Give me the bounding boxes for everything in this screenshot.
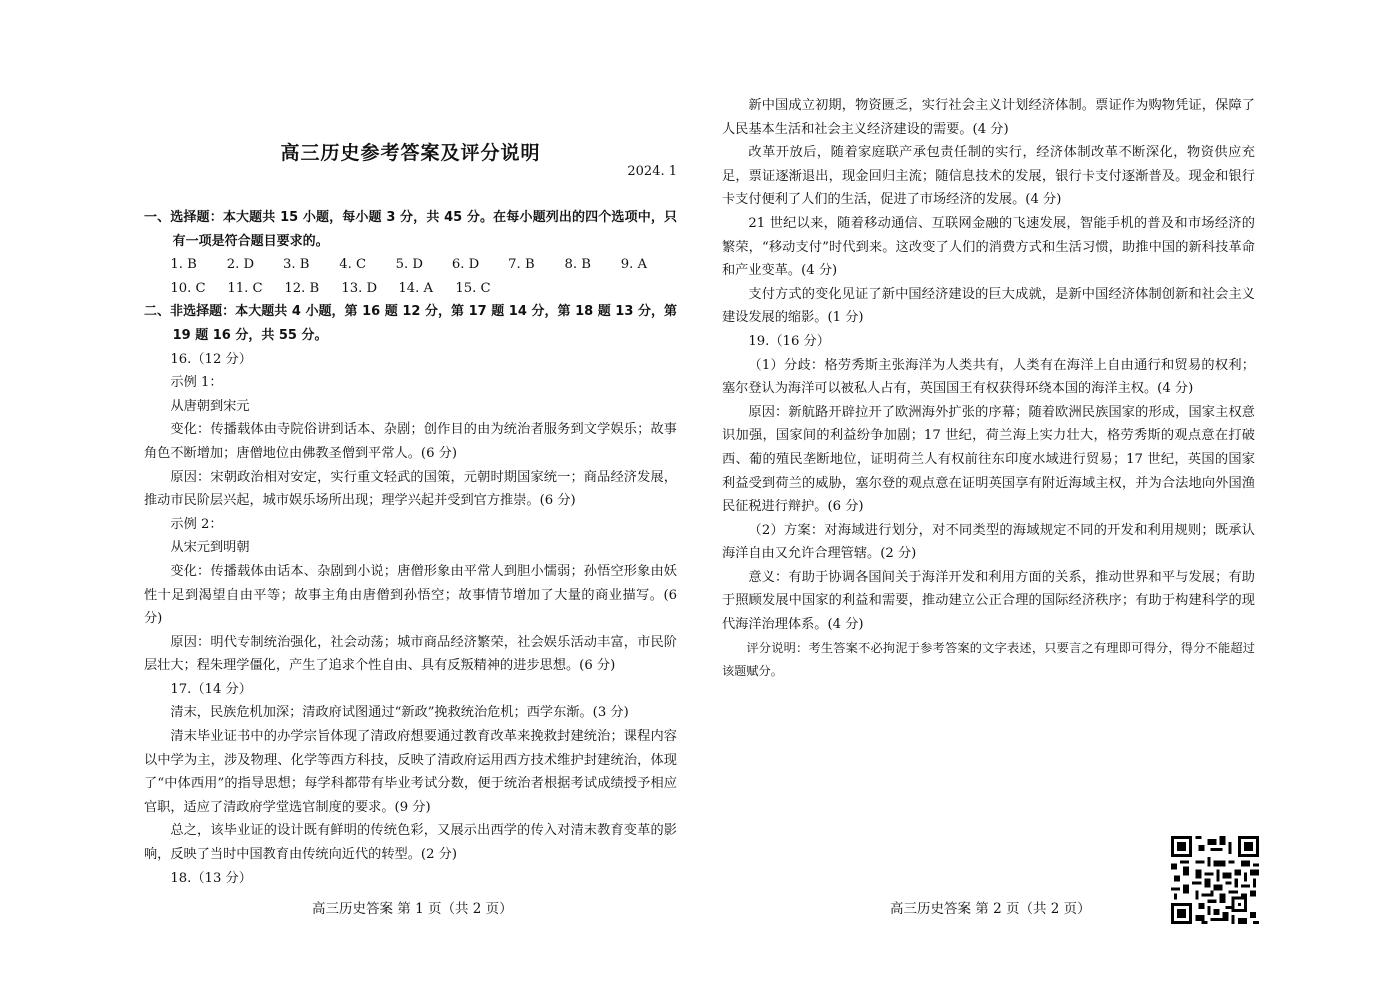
section1-heading: 一、选择题：本大题共 15 小题，每小题 3 分，共 45 分。在每小题列出的四个选项中，只有一项是符合题目要求的。 xyxy=(144,210,677,249)
q18-part-3: 21 世纪以来，随着移动通信、互联网金融的飞速发展，智能手机的普及和市场经济的繁荣，“移动支付”时代到来。这改变了人们的消费方式和生活习惯，助推中国的新科技革命和产业变革。(4 分) xyxy=(722,215,1255,279)
q17-summary: 总之，该毕业证的设计既有鲜明的传统色彩，又展示出西学的传入对清末教育变革的影响，反映了当时中国教育由传统向近代的转型。(2 分) xyxy=(144,823,677,863)
answer-3: 3. B xyxy=(282,257,310,273)
answers-row-1 xyxy=(144,253,677,277)
q19-significance: 意义：有助于协调各国间关于海洋开发和利用方面的关系，推动世界和平与发展；有助于照顾发展中国家的利益和需要，推动建立公正合理的国际经济秩序；有助于构建科学的现代海洋治理体系。(4 分) xyxy=(722,569,1255,633)
answers-row-2 xyxy=(144,277,677,301)
answer-10: 10. C xyxy=(170,280,206,296)
example-2-reason: 原因：明代专制统治强化，社会动荡；城市商品经济繁荣，社会娱乐活动丰富，市民阶层壮大；程朱理学僵化，产生了追求个性自由、具有反叛精神的进步思想。(6 分) xyxy=(144,634,677,674)
q19-divergence: （1）分歧：格劳秀斯主张海洋为人类共有，人类有在海洋上自由通行和贸易的权利；塞尔登认为海洋可以被私人占有，英国国王有权获得环绕本国的海洋主权。(4 分) xyxy=(722,357,1255,397)
q18-part-2: 改革开放后，随着家庭联产承包责任制的实行，经济体制改革不断深化，物资供应充足，票证逐渐退出，现金回归主流；随信息技术的发展，银行卡支付逐渐普及。现金和银行卡支付便利了人们的生活，促进了市场经济的发展。(4 分) xyxy=(722,145,1255,208)
example-1-reason: 原因：宋朝政治相对安定，实行重文轻武的国策，元朝时期国家统一；商品经济发展，推动市民阶层兴起，城市娱乐场所出现；理学兴起并受到官方推崇。(6 分) xyxy=(144,469,677,509)
grading-note: 评分说明：考生答案不必拘泥于参考答案的文字表述，只要言之有理即可得分，得分不能超过该题赋分。 xyxy=(722,640,1255,679)
answer-5: 5. D xyxy=(395,257,423,273)
answer-9: 9. A xyxy=(620,257,648,273)
answer-2: 2. D xyxy=(226,257,255,273)
q19-plan: （2）方案：对海域进行划分，对不同类型的海域规定不同的开发和利用规则；既承认海洋自由又允许合理管辖。(2 分) xyxy=(722,522,1255,562)
example-2-period: 从宋元到明朝 xyxy=(170,540,250,556)
q18-conclusion: 支付方式的变化见证了新中国经济建设的巨大成就，是新中国经济体制创新和社会主义建设发展的缩影。(1 分) xyxy=(722,286,1255,326)
qr-code-icon xyxy=(1171,836,1259,924)
example-1-label: 示例 1： xyxy=(170,375,223,391)
answer-13: 13. D xyxy=(341,280,378,296)
answer-12: 12. B xyxy=(284,280,320,296)
exam-date: 2024. 1 xyxy=(627,164,677,179)
page-footer-2: 高三历史答案 第 2 页（共 2 页） xyxy=(890,901,1091,917)
answer-7: 7. B xyxy=(508,257,535,273)
answer-11: 11. C xyxy=(227,280,263,296)
page-footer-1: 高三历史答案 第 1 页（共 2 页） xyxy=(312,901,513,917)
section2-heading: 二、非选择题：本大题共 4 小题，第 16 题 12 分，第 17 题 14 分，第 18 题 13 分，第 19 题 16 分，共 55 分。 xyxy=(144,304,677,343)
q16-heading: 16.（12 分） xyxy=(170,351,252,367)
answer-8: 8. B xyxy=(564,257,591,273)
q18-heading: 18.（13 分） xyxy=(170,870,252,886)
page-title: 高三历史参考答案及评分说明 xyxy=(280,142,541,164)
q18-part-1: 新中国成立初期，物资匮乏，实行社会主义计划经济体制。票证作为购物凭证，保障了人民基本生活和社会主义经济建设的需要。(4 分) xyxy=(722,98,1255,137)
q19-heading: 19.（16 分） xyxy=(748,333,830,349)
example-2-label: 示例 2： xyxy=(170,516,223,532)
right-column xyxy=(722,94,1255,684)
answer-6: 6. D xyxy=(451,257,480,273)
example-2-change: 变化：传播载体由话本、杂剧到小说；唐僧形象由平常人到胆小懦弱；孙悟空形象由妖性十足到渴望自由平等；故事主角由唐僧到孙悟空；故事情节增加了大量的商业描写。(6 分) xyxy=(144,563,677,627)
answer-1: 1. B xyxy=(170,257,197,273)
q19-reason: 原因：新航路开辟拉开了欧洲海外扩张的序幕；随着欧洲民族国家的形成，国家主权意识加强，国家间的利益纷争加剧；17 世纪，荷兰海上实力壮大，格劳秀斯的观点意在打破西、葡的殖民垄断地位，证明荷兰人有权前往东印度水域进行贸易；17 世纪，英国的国家利益受到荷兰的威胁，塞尔登的观点意在证明英国享有附近海域主权，并为合法地向外国渔民征税进行辩护。(6 分) xyxy=(722,404,1255,515)
q17-analysis: 清末毕业证书中的办学宗旨体现了清政府想要通过教育改革来挽救封建统治；课程内容以中学为主，涉及物理、化学等西方科技，反映了清政府运用西方技术维护封建统治，体现了“中体西用”的指导思想；每学科都带有毕业考试分数，便于统治者根据考试成绩授予相应官职，适应了清政府学堂选官制度的要求。(9 分) xyxy=(144,729,677,815)
q17-heading: 17.（14 分） xyxy=(170,681,252,697)
answer-15: 15. C xyxy=(455,280,491,296)
example-1-change: 变化：传播载体由寺院俗讲到话本、杂剧；创作目的由为统治者服务到文学娱乐；故事角色不断增加；唐僧地位由佛教圣僧到平常人。(6 分) xyxy=(144,422,677,461)
answer-14: 14. A xyxy=(398,280,434,296)
example-1-period: 从唐朝到宋元 xyxy=(170,398,250,414)
left-column xyxy=(144,138,677,890)
answer-4: 4. C xyxy=(339,257,367,273)
q17-background: 清末，民族危机加深；清政府试图通过“新政”挽救统治危机；西学东渐。(3 分) xyxy=(170,705,629,721)
